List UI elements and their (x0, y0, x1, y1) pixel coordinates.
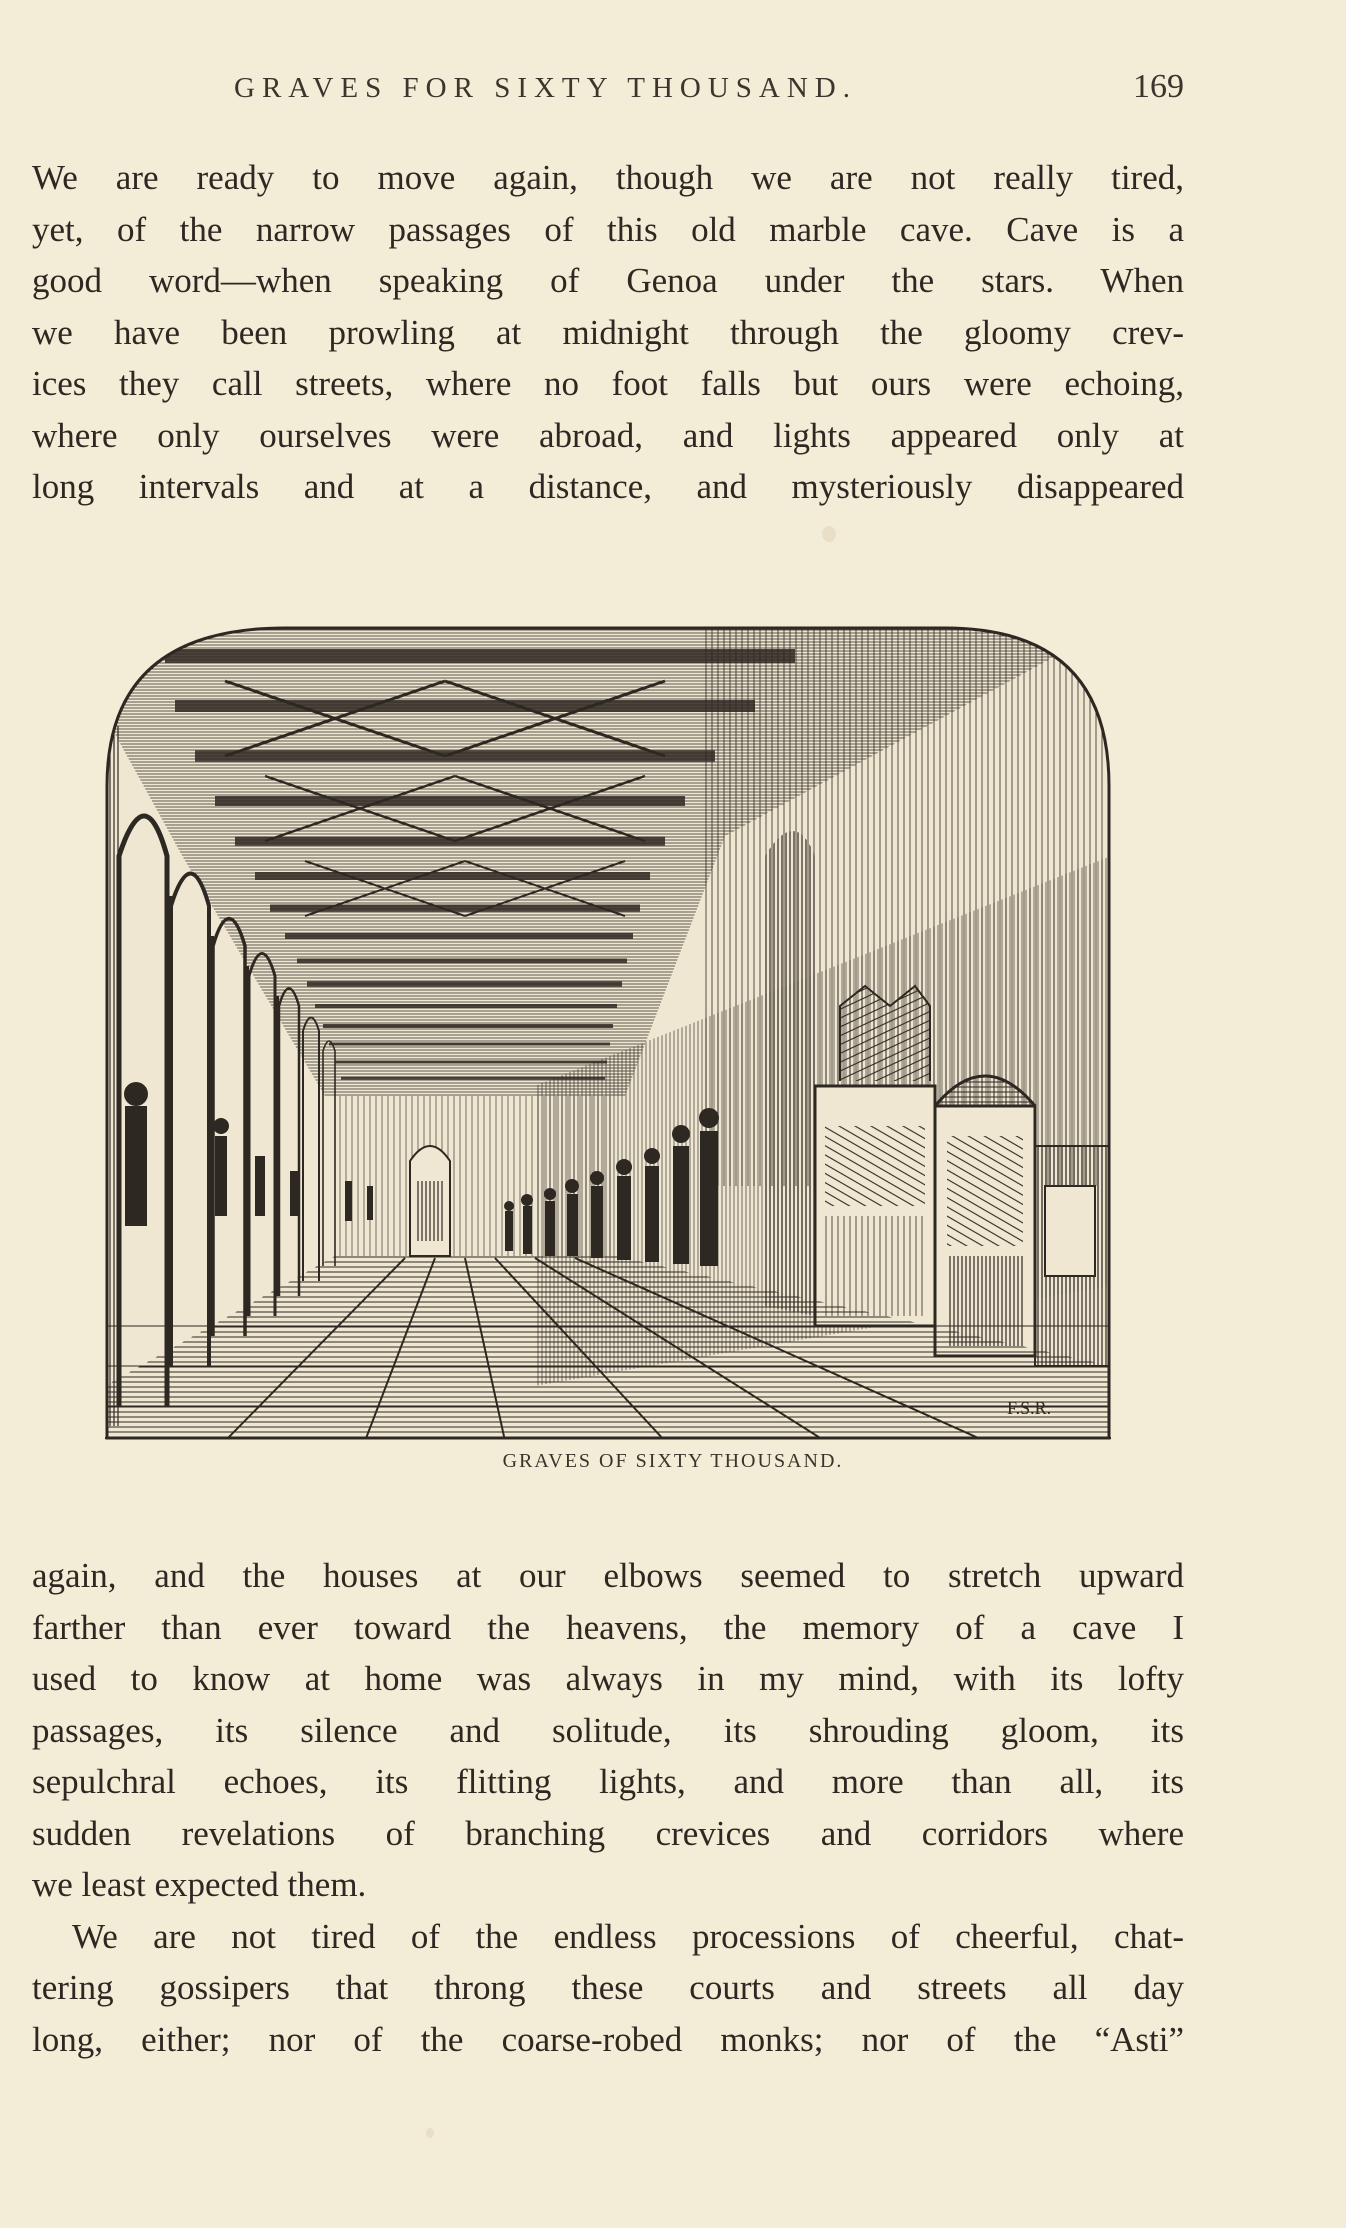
text-line: sudden revelations of branching crevices and corridors where (32, 1813, 1184, 1853)
running-title: GRAVES FOR SIXTY THOUSAND. (234, 72, 857, 104)
body-text-bottom (32, 1550, 1184, 2065)
text-line: again, and the houses at our elbows seemed to stretch upward (32, 1556, 1184, 1595)
text-line: farther than ever toward the heavens, the memory of a cave I (32, 1607, 1184, 1647)
text-line: where only ourselves were abroad, and lights appeared only at (32, 415, 1184, 455)
body-text-top (32, 152, 1184, 513)
text-line: We are not tired of the endless processions of cheerful, chat- (72, 1916, 1184, 1956)
text-line: long intervals and at a distance, and mysteriously disappeared (32, 467, 1184, 506)
text-line: We are ready to move again, though we are not really tired, (32, 158, 1184, 197)
text-line: yet, of the narrow passages of this old marble cave. Cave is a (32, 209, 1184, 249)
running-head (34, 68, 1184, 116)
text-line: we least expected them. (32, 1865, 367, 1904)
text-line: tering gossipers that throng these courts and streets all day (32, 1968, 1184, 2007)
text-line: ices they call streets, where no foot falls but ours were echoing, (32, 364, 1184, 403)
text-line: long, either; nor of the coarse-robed monks; nor of the “Asti” (32, 2019, 1184, 2059)
paper-stain (426, 2128, 434, 2138)
text-line: good word—when speaking of Genoa under the stars. When (32, 261, 1184, 300)
paper-stain (822, 526, 836, 542)
text-line: passages, its silence and solitude, its shrouding gloom, its (32, 1710, 1184, 1750)
engraver-signature: F.S.R. (1007, 1398, 1052, 1418)
text-line: we have been prowling at midnight through the gloomy crev- (32, 312, 1184, 352)
text-line: sepulchral echoes, its flitting lights, and more than all, its (32, 1762, 1184, 1801)
engraving-illustration (105, 626, 1111, 1441)
page-number: 169 (1133, 68, 1184, 105)
text-line: used to know at home was always in my mind, with its lofty (32, 1659, 1184, 1698)
illustration-caption: GRAVES OF SIXTY THOUSAND. (502, 1450, 844, 1472)
